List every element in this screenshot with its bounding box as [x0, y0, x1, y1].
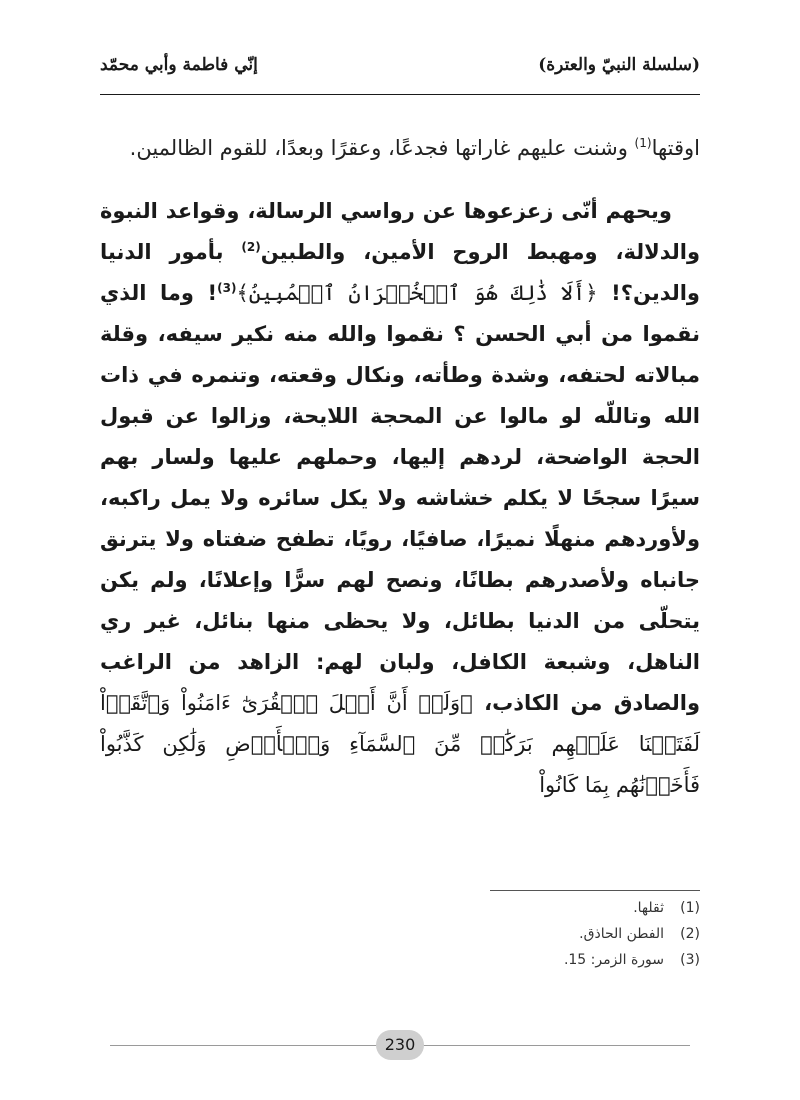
book-title: إنّي فاطمة وأبي محمّد	[100, 55, 258, 75]
footnote-ref-3[interactable]: (3)	[217, 281, 237, 295]
series-title: (سلسلة النبيّ والعترة)	[538, 55, 700, 75]
header-divider	[100, 94, 700, 95]
paragraph-1-text-a: اوقتها	[651, 136, 700, 160]
footnote-divider	[490, 890, 700, 891]
footnote-number: (1)	[680, 900, 700, 916]
paragraph-1	[100, 128, 700, 169]
page-footer	[110, 1030, 690, 1060]
footnote-ref-2[interactable]: (2)	[241, 240, 261, 254]
paragraph-2-text-c: ! وما الذي نقموا من أبي الحسن ؟ نقموا والله منه نكير سيفه، وقلة مبالاته لحتفه، وشدة وطأته، ونكال وقعته، وتنمره في ذات الله وتاللّه لو مالوا عن المحجة اللايحة، وزالوا عن قبول الحجة الواضحة، لردهم إليها، وحملهم عليها ولسار بهم سيرًا سجحًا لا يكلم خشاشه ولا يكل سائره ولا يمل راكبه، ولأوردهم منهلًا نميرًا، صافيًا، رويًا، تطفح ضفتاه ولا يترنق جانباه ولأصدرهم بطانًا، ونصح لهم سرًّا وإعلانًا، ولم يكن يتحلّى من الدنيا بطائل، ولا يحظى منها بنائل، غير ري الناهل، وشبعة الكافل، ولبان لهم: الزاهد من الراغب والصادق من الكاذب،	[100, 281, 700, 715]
main-text	[100, 128, 700, 806]
page-number: 230	[376, 1030, 424, 1060]
paragraph-2-text-b: بأمور الدنيا والدين؟!	[100, 240, 700, 305]
footnote-number: (3)	[680, 952, 700, 968]
footnote-item	[300, 900, 700, 926]
footnote-number: (2)	[680, 926, 700, 942]
running-header	[100, 55, 700, 95]
footnote-item	[300, 926, 700, 952]
paragraph-1-text-b: وشنت عليهم غاراتها فجدعًا، وعقرًا وبعدًا، للقوم الظالمين.	[129, 136, 635, 160]
footnote-text: ثقلها.	[633, 900, 664, 916]
footnotes	[300, 900, 700, 978]
footnote-text: سورة الزمر: 15.	[563, 952, 664, 968]
footnote-item	[300, 952, 700, 978]
paragraph-2-text-a: ويحهم أنّى زعزعوها عن رواسي الرسالة، وقواعد النبوة والدلالة، ومهبط الروح الأمين، والطبين	[100, 199, 700, 264]
quran-verse-2: ﴿وَلَوۡ أَنَّ أَهۡلَ ٱلۡقُرَىٰٓ ءَامَنُواْ وَٱتَّقَوۡاْ لَفَتَحۡنَا عَلَيۡهِم بَرَكَٰتٖ مِّنَ ٱلسَّمَآءِ وَٱلۡأَرۡضِ وَلَٰكِن كَذَّبُواْ فَأَخَذۡنَٰهُم بِمَا كَانُواْ	[100, 691, 700, 797]
quran-verse-1: ﴿أَلَا ذَٰلِكَ هُوَ ٱلۡخُسۡرَانُ ٱلۡمُبِينُ﴾	[236, 281, 598, 305]
footnote-ref-1[interactable]: (1)	[634, 136, 652, 150]
footnote-text: الفطن الحاذق.	[579, 926, 664, 942]
paragraph-2	[100, 191, 700, 806]
